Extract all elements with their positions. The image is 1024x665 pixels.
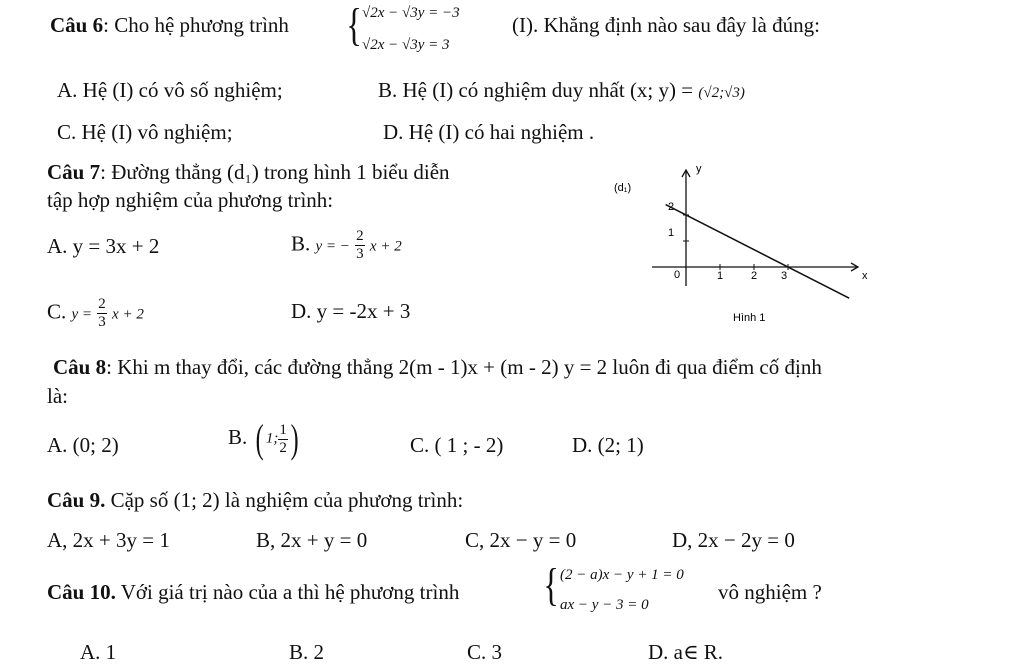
q7-option-b-post: x + 2 [369,238,402,255]
q9-prompt [47,488,463,513]
q7-c-num: 2 [98,296,106,312]
q10-label: Câu 10. [47,580,116,604]
q7-line1-text: : Đường thẳng (d₁) trong hình 1 biểu diễn [100,160,450,184]
q8-option-d: D. (2; 1) [572,433,644,457]
y-tick-label-2: 2 [668,201,675,213]
q6-prompt [50,13,289,38]
q8-option-b-label: B. [228,424,248,449]
q8-b-right-paren: ) [290,416,299,461]
q7-option-c-post: x + 2 [112,306,144,323]
q9-label: Câu 9. [47,488,106,512]
q6-prompt-text: : Cho hệ phương trình [103,13,289,37]
y-axis-label: y [696,163,702,175]
q6-option-c: C. Hệ (I) vô nghiệm; [57,120,233,144]
q9-prompt-text: Cặp số (1; 2) là nghiệm của phương trình: [110,488,464,512]
q7-option-b [291,228,402,263]
q8-b-den: 2 [279,439,287,456]
x-axis-label: x [862,270,868,282]
q6-option-b-math: (√2;√3) [698,85,745,101]
q7-option-c-fraction [97,296,107,331]
q6-option-b-text: B. Hệ (I) có nghiệm duy nhất (x; y) = [378,78,694,102]
x-tick-label-2: 2 [751,270,758,282]
q7-b-num: 2 [356,228,364,244]
q8-line1 [53,355,822,380]
q8-b-num: 1 [279,421,287,438]
q7-b-den: 3 [356,246,364,262]
q6-suffix: (I). Khẳng định nào sau đây là đúng: [512,13,820,37]
figure-hinh-1 [600,158,880,328]
q7-line1 [47,160,450,185]
figure-caption: Hình 1 [733,312,766,324]
q9-option-b: B, 2x + y = 0 [256,528,368,552]
q8-label: Câu 8 [53,355,107,379]
q8-line2: là: [47,384,68,408]
q7-option-a: A. y = 3x + 2 [47,234,160,258]
q10-system [540,559,562,610]
q6-label: Câu 6 [50,13,104,37]
q9-option-d: D, 2x − 2y = 0 [672,528,795,552]
axis-ticks [683,215,788,270]
q10-suffix: vô nghiệm ? [718,580,822,604]
q10-option-d: D. a∈ R. [648,640,724,664]
q7-c-den: 3 [98,314,106,330]
origin-label: 0 [674,269,681,281]
q10-prompt [47,580,459,605]
q10-prompt-text: Với giá trị nào của a thì hệ phương trình [120,580,460,604]
line-label-d1: (d₁) [614,182,632,194]
q7-option-c-pre: y = [71,306,93,323]
q8-option-b [228,416,301,461]
q8-b-fraction [278,422,288,457]
q7-option-d: D. y = -2x + 3 [291,299,411,323]
q8-option-c: C. ( 1 ; - 2) [410,433,504,457]
q9-option-a: A, 2x + 3y = 1 [47,528,170,552]
q8-option-a: A. (0; 2) [47,433,119,457]
y-tick-label-1: 1 [668,227,675,239]
q9-option-c: C, 2x − y = 0 [465,528,577,552]
q7-label: Câu 7 [47,160,101,184]
q6-option-a: A. Hệ (I) có vô số nghiệm; [57,78,283,102]
q10-brace: { [543,559,559,610]
q10-option-b: B. 2 [289,640,325,664]
x-tick-label-3: 3 [781,270,788,282]
line-d1 [666,205,850,299]
q7-line2: tập hợp nghiệm của phương trình: [47,188,334,212]
q7-option-b-fraction [355,228,365,263]
q8-line1-text: : Khi m thay đổi, các đường thẳng 2(m - 1)x + (m - 2) y = 2 luôn đi qua điểm cố định [106,355,822,379]
q7-option-b-label: B. [291,231,311,256]
q7-option-c-label: C. [47,299,67,324]
q6-option-b [378,78,745,103]
q10-eq2: ax − y − 3 = 0 [560,597,649,613]
q6-brace: { [346,0,362,50]
q8-b-left-paren: ( [255,416,264,461]
q7-option-c [47,296,144,331]
q6-option-d: D. Hệ (I) có hai nghiệm . [383,120,595,144]
q10-option-c: C. 3 [467,640,503,664]
x-tick-label-1: 1 [717,270,724,282]
q10-option-a: A. 1 [80,640,117,664]
q10-eq1: (2 − a)x − y + 1 = 0 [560,567,684,583]
q7-option-b-pre: y = − [315,238,350,255]
q6-eq2: √2x − √3y = 3 [362,37,450,53]
q8-b-first: 1; [265,430,279,447]
q6-eq1: √2x − √3y = −3 [362,5,460,21]
